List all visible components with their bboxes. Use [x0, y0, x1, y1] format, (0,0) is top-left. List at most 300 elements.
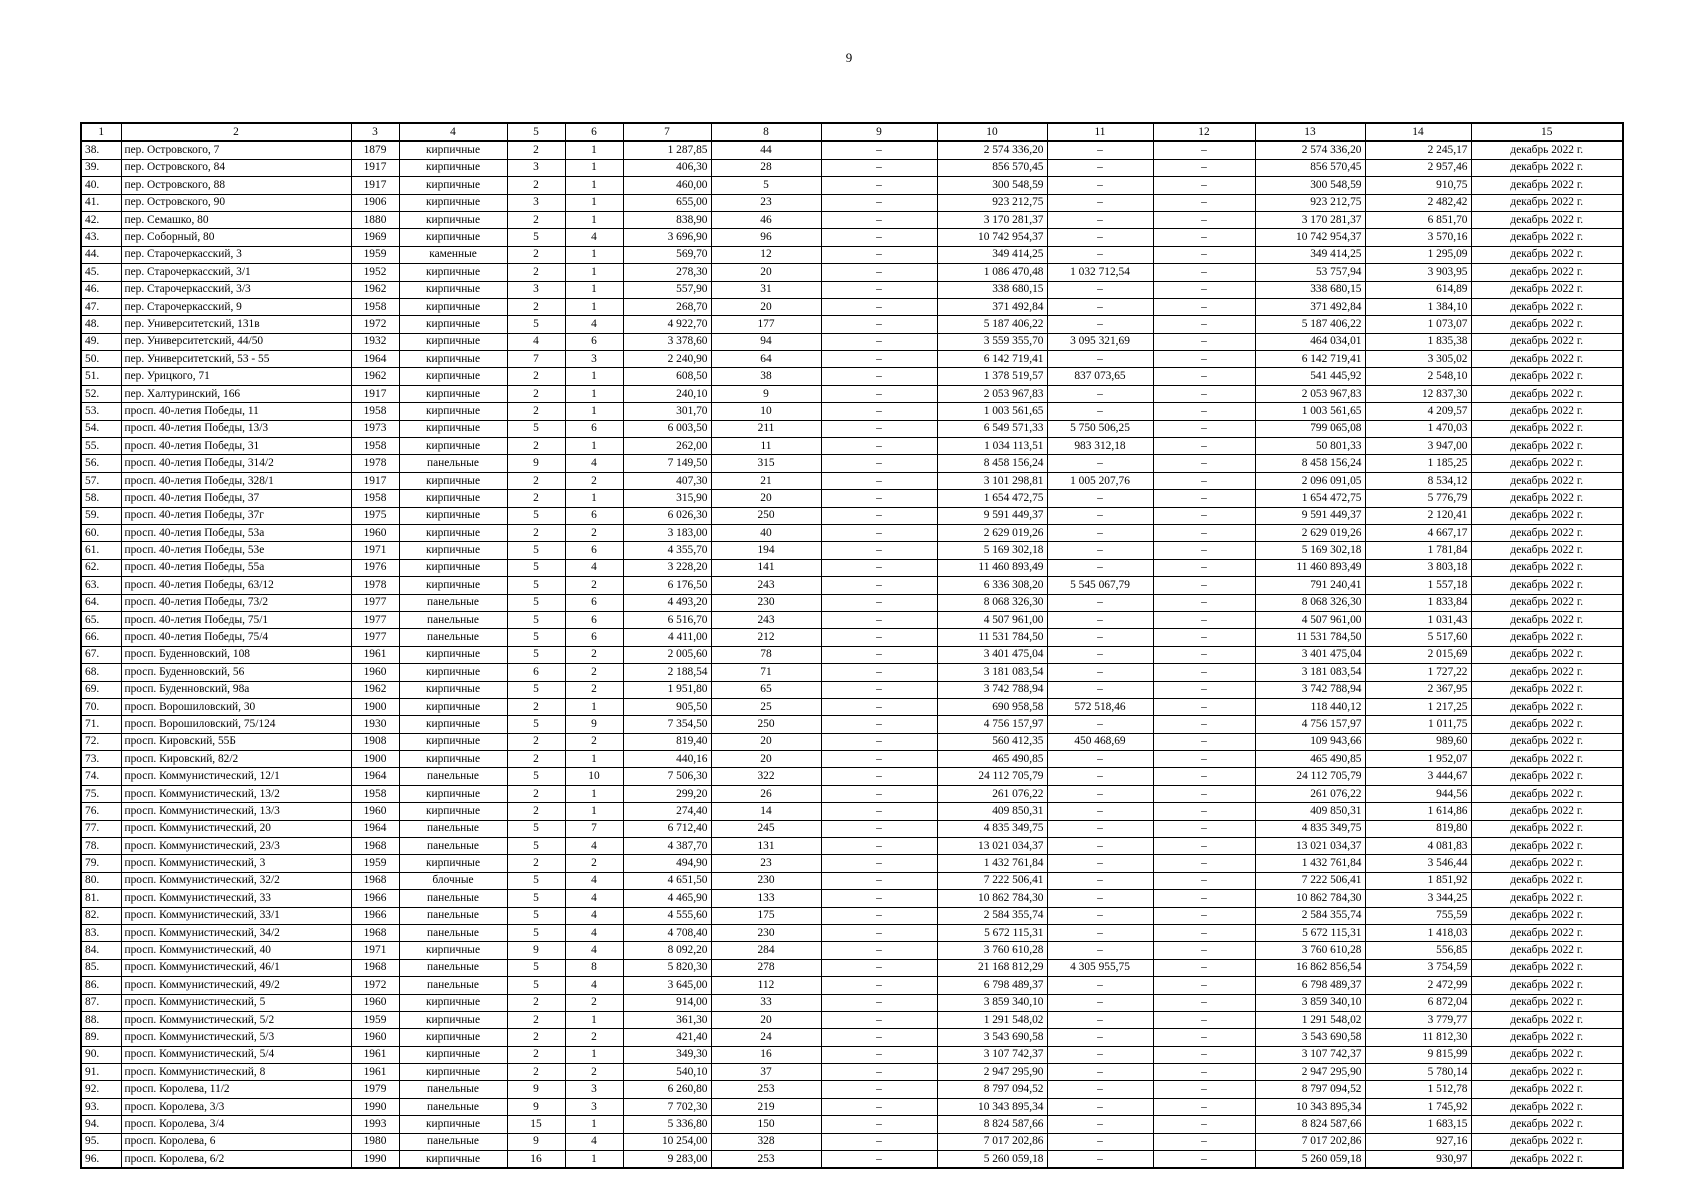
table-cell: 2 629 019,26	[1255, 524, 1365, 541]
table-cell: 40.	[81, 177, 121, 194]
table-cell: 274,40	[623, 803, 711, 820]
table-cell: декабрь 2022 г.	[1471, 611, 1623, 628]
table-cell: 4 835 349,75	[937, 820, 1047, 837]
table-cell: 2 367,95	[1365, 681, 1471, 698]
table-cell: 1917	[351, 159, 399, 176]
table-cell: 3 859 340,10	[1255, 994, 1365, 1011]
table-cell: пер. Семашко, 80	[121, 211, 351, 228]
table-cell: 5	[507, 229, 565, 246]
table-cell: –	[821, 751, 937, 768]
table-cell: 10 862 784,30	[937, 890, 1047, 907]
table-cell: кирпичные	[399, 1029, 507, 1046]
table-cell: просп. Коммунистический, 5/2	[121, 1011, 351, 1028]
table-row	[81, 333, 1623, 350]
table-cell: 62.	[81, 559, 121, 576]
table-cell: 64.	[81, 594, 121, 611]
page-number: 9	[845, 50, 853, 65]
table-cell: 9	[565, 716, 623, 733]
table-cell: декабрь 2022 г.	[1471, 838, 1623, 855]
table-cell: 655,00	[623, 194, 711, 211]
table-cell: –	[821, 194, 937, 211]
table-cell: 1975	[351, 507, 399, 524]
table-cell: –	[1047, 994, 1153, 1011]
table-cell: 5	[507, 820, 565, 837]
table-cell: –	[1153, 490, 1255, 507]
table-cell: –	[1047, 1151, 1153, 1169]
table-cell: –	[821, 316, 937, 333]
table-row	[81, 281, 1623, 298]
table-cell: 1977	[351, 611, 399, 628]
table-cell: 614,89	[1365, 281, 1471, 298]
table-cell: 1 287,85	[623, 141, 711, 159]
table-cell: кирпичные	[399, 507, 507, 524]
column-header: 8	[711, 123, 821, 141]
table-cell: панельные	[399, 820, 507, 837]
table-cell: –	[821, 211, 937, 228]
table-cell: кирпичные	[399, 177, 507, 194]
table-cell: 6 003,50	[623, 420, 711, 437]
table-cell: 1 432 761,84	[1255, 855, 1365, 872]
table-cell: 556,85	[1365, 942, 1471, 959]
table-cell: 837 073,65	[1047, 368, 1153, 385]
table-cell: 5	[507, 420, 565, 437]
table-cell: 13 021 034,37	[1255, 838, 1365, 855]
table-cell: пер. Старочеркасский, 9	[121, 298, 351, 315]
table-cell: просп. 40-летия Победы, 55а	[121, 559, 351, 576]
table-cell: 349,30	[623, 1046, 711, 1063]
table-cell: –	[1153, 438, 1255, 455]
table-cell: панельные	[399, 838, 507, 855]
table-cell: 2	[507, 385, 565, 402]
table-row	[81, 768, 1623, 785]
table-cell: 3 401 475,04	[1255, 646, 1365, 663]
table-cell: –	[1153, 751, 1255, 768]
table-cell: 927,16	[1365, 1133, 1471, 1150]
table-cell: панельные	[399, 924, 507, 941]
table-cell: 7 017 202,86	[937, 1133, 1047, 1150]
table-cell: –	[1153, 977, 1255, 994]
table-cell: 300 548,59	[1255, 177, 1365, 194]
table-cell: 6 549 571,33	[937, 420, 1047, 437]
table-cell: кирпичные	[399, 438, 507, 455]
table-cell: декабрь 2022 г.	[1471, 924, 1623, 941]
table-cell: 1 073,07	[1365, 316, 1471, 333]
table-cell: 5 545 067,79	[1047, 577, 1153, 594]
table-cell: –	[821, 385, 937, 402]
table-cell: 1906	[351, 194, 399, 211]
table-cell: –	[821, 907, 937, 924]
table-cell: 1	[565, 368, 623, 385]
table-cell: 299,20	[623, 785, 711, 802]
table-row	[81, 472, 1623, 489]
table-cell: 540,10	[623, 1064, 711, 1081]
table-cell: просп. 40-летия Победы, 13/3	[121, 420, 351, 437]
table-cell: –	[1153, 890, 1255, 907]
table-cell: 1961	[351, 1046, 399, 1063]
table-cell: 1959	[351, 855, 399, 872]
table-cell: 12	[711, 246, 821, 263]
table-cell: 9	[507, 455, 565, 472]
table-cell: –	[1047, 855, 1153, 872]
table-cell: 4 922,70	[623, 316, 711, 333]
table-cell: 3 859 340,10	[937, 994, 1047, 1011]
table-cell: 91.	[81, 1064, 121, 1081]
table-cell: 3 181 083,54	[937, 664, 1047, 681]
table-row	[81, 698, 1623, 715]
table-cell: 7 702,30	[623, 1098, 711, 1115]
table-cell: 262,00	[623, 438, 711, 455]
table-cell: 460,00	[623, 177, 711, 194]
table-cell: –	[1047, 838, 1153, 855]
table-cell: –	[821, 977, 937, 994]
table-cell: пер. Островского, 7	[121, 141, 351, 159]
table-cell: декабрь 2022 г.	[1471, 1133, 1623, 1150]
table-cell: 465 490,85	[937, 751, 1047, 768]
table-row	[81, 1098, 1623, 1115]
table-cell: 4 411,00	[623, 629, 711, 646]
table-cell: –	[1047, 872, 1153, 889]
table-cell: 245	[711, 820, 821, 837]
table-cell: 3	[565, 1098, 623, 1115]
table-cell: 21	[711, 472, 821, 489]
table-cell: 2 957,46	[1365, 159, 1471, 176]
table-cell: декабрь 2022 г.	[1471, 385, 1623, 402]
table-cell: –	[1047, 246, 1153, 263]
table-cell: 53.	[81, 403, 121, 420]
table-cell: 5 776,79	[1365, 490, 1471, 507]
table-cell: 2	[565, 681, 623, 698]
table-cell: просп. 40-летия Победы, 11	[121, 403, 351, 420]
table-cell: декабрь 2022 г.	[1471, 1116, 1623, 1133]
table-cell: блочные	[399, 872, 507, 889]
table-cell: 24 112 705,79	[937, 768, 1047, 785]
table-cell: 4	[507, 333, 565, 350]
table-cell: 1977	[351, 594, 399, 611]
table-cell: 1 291 548,02	[1255, 1011, 1365, 1028]
table-cell: –	[821, 820, 937, 837]
table-cell: –	[1047, 594, 1153, 611]
table-row	[81, 977, 1623, 994]
table-cell: 8 458 156,24	[937, 455, 1047, 472]
table-cell: просп. Буденновский, 108	[121, 646, 351, 663]
table-row	[81, 872, 1623, 889]
table-row	[81, 907, 1623, 924]
table-cell: –	[1153, 159, 1255, 176]
table-cell: 450 468,69	[1047, 733, 1153, 750]
table-cell: –	[1153, 994, 1255, 1011]
table-cell: кирпичные	[399, 577, 507, 594]
table-cell: –	[1047, 716, 1153, 733]
table-cell: просп. Коммунистический, 13/2	[121, 785, 351, 802]
table-cell: 4	[565, 942, 623, 959]
table-cell: 42.	[81, 211, 121, 228]
table-cell: –	[1153, 855, 1255, 872]
table-cell: 1978	[351, 577, 399, 594]
table-cell: 1958	[351, 403, 399, 420]
table-cell: 856 570,45	[937, 159, 1047, 176]
table-cell: панельные	[399, 629, 507, 646]
table-cell: –	[821, 507, 937, 524]
table-cell: 1961	[351, 1064, 399, 1081]
table-cell: –	[1047, 1064, 1153, 1081]
table-cell: 2	[507, 490, 565, 507]
table-cell: 12 837,30	[1365, 385, 1471, 402]
table-row	[81, 211, 1623, 228]
table-cell: 58.	[81, 490, 121, 507]
table-cell: 371 492,84	[1255, 298, 1365, 315]
table-cell: 3 760 610,28	[937, 942, 1047, 959]
table-cell: 8 824 587,66	[1255, 1116, 1365, 1133]
table-cell: кирпичные	[399, 1011, 507, 1028]
table-cell: 1 011,75	[1365, 716, 1471, 733]
table-cell: 1964	[351, 351, 399, 368]
table-cell: 250	[711, 716, 821, 733]
table-cell: 5 750 506,25	[1047, 420, 1153, 437]
table-cell: 2 584 355,74	[937, 907, 1047, 924]
table-row	[81, 420, 1623, 437]
table-cell: 7 149,50	[623, 455, 711, 472]
table-cell: –	[821, 403, 937, 420]
table-cell: –	[1047, 1011, 1153, 1028]
table-cell: 4 507 961,00	[937, 611, 1047, 628]
table-cell: 2	[507, 1029, 565, 1046]
table-cell: –	[1047, 977, 1153, 994]
table-cell: 4	[565, 977, 623, 994]
table-cell: 338 680,15	[937, 281, 1047, 298]
table-cell: 2	[565, 664, 623, 681]
table-cell: 96.	[81, 1151, 121, 1169]
table-cell: –	[1153, 351, 1255, 368]
table-cell: 1976	[351, 559, 399, 576]
table-cell: кирпичные	[399, 368, 507, 385]
table-cell: 1958	[351, 438, 399, 455]
table-cell: –	[1047, 890, 1153, 907]
table-cell: 1972	[351, 316, 399, 333]
table-cell: 2	[565, 1064, 623, 1081]
table-cell: –	[1047, 403, 1153, 420]
table-cell: –	[1047, 1029, 1153, 1046]
table-cell: 1	[565, 385, 623, 402]
table-row	[81, 1029, 1623, 1046]
table-cell: 9	[507, 1098, 565, 1115]
table-cell: 4 756 157,97	[937, 716, 1047, 733]
table-cell: 1 512,78	[1365, 1081, 1471, 1098]
table-cell: –	[821, 577, 937, 594]
table-cell: –	[821, 368, 937, 385]
table-cell: 1969	[351, 229, 399, 246]
table-cell: 261 076,22	[1255, 785, 1365, 802]
table-row	[81, 924, 1623, 941]
table-cell: 118 440,12	[1255, 698, 1365, 715]
column-header: 3	[351, 123, 399, 141]
table-cell: 10	[711, 403, 821, 420]
table-cell: 1879	[351, 141, 399, 159]
table-cell: 175	[711, 907, 821, 924]
table-cell: просп. Ворошиловский, 75/124	[121, 716, 351, 733]
table-cell: –	[1153, 1029, 1255, 1046]
table-cell: 16 862 856,54	[1255, 959, 1365, 976]
table-cell: –	[1153, 1046, 1255, 1063]
table-cell: –	[821, 872, 937, 889]
table-cell: –	[821, 141, 937, 159]
table-cell: каменные	[399, 246, 507, 263]
table-cell: –	[1047, 177, 1153, 194]
table-cell: –	[1047, 455, 1153, 472]
table-cell: кирпичные	[399, 1151, 507, 1169]
column-header: 5	[507, 123, 565, 141]
table-cell: 53 757,94	[1255, 264, 1365, 281]
table-cell: –	[1153, 698, 1255, 715]
table-cell: 1	[565, 785, 623, 802]
table-cell: 7 506,30	[623, 768, 711, 785]
table-cell: 25	[711, 698, 821, 715]
table-row	[81, 542, 1623, 559]
table-cell: 72.	[81, 733, 121, 750]
table-cell: 1	[565, 403, 623, 420]
table-cell: 45.	[81, 264, 121, 281]
table-cell: 2 548,10	[1365, 368, 1471, 385]
table-cell: –	[821, 890, 937, 907]
table-cell: 50 801,33	[1255, 438, 1365, 455]
table-row	[81, 159, 1623, 176]
table-cell: 930,97	[1365, 1151, 1471, 1169]
table-cell: декабрь 2022 г.	[1471, 855, 1623, 872]
table-cell: декабрь 2022 г.	[1471, 455, 1623, 472]
table-cell: 1880	[351, 211, 399, 228]
table-cell: 910,75	[1365, 177, 1471, 194]
table-cell: декабрь 2022 г.	[1471, 246, 1623, 263]
table-cell: –	[1047, 611, 1153, 628]
table-cell: –	[1153, 211, 1255, 228]
table-cell: пер. Халтуринский, 166	[121, 385, 351, 402]
table-cell: 10 742 954,37	[937, 229, 1047, 246]
table-cell: 133	[711, 890, 821, 907]
table-cell: 1 295,09	[1365, 246, 1471, 263]
table-cell: 407,30	[623, 472, 711, 489]
table-cell: панельные	[399, 594, 507, 611]
table-cell: 371 492,84	[937, 298, 1047, 315]
table-cell: 3 947,00	[1365, 438, 1471, 455]
table-cell: –	[821, 698, 937, 715]
table-cell: декабрь 2022 г.	[1471, 1151, 1623, 1169]
table-cell: 4 667,17	[1365, 524, 1471, 541]
table-cell: –	[1153, 559, 1255, 576]
table-cell: –	[821, 611, 937, 628]
table-cell: 5 780,14	[1365, 1064, 1471, 1081]
table-cell: 6 260,80	[623, 1081, 711, 1098]
table-cell: 5	[507, 907, 565, 924]
table-cell: 14	[711, 803, 821, 820]
table-cell: –	[1047, 942, 1153, 959]
table-cell: декабрь 2022 г.	[1471, 281, 1623, 298]
table-cell: просп. Ворошиловский, 30	[121, 698, 351, 715]
table-row	[81, 351, 1623, 368]
table-cell: декабрь 2022 г.	[1471, 577, 1623, 594]
table-cell: 2 120,41	[1365, 507, 1471, 524]
table-row	[81, 1151, 1623, 1169]
table-cell: 5	[507, 577, 565, 594]
table-cell: 243	[711, 611, 821, 628]
table-cell: 2 574 336,20	[1255, 141, 1365, 159]
table-cell: 2 947 295,90	[1255, 1064, 1365, 1081]
table-cell: кирпичные	[399, 664, 507, 681]
table-cell: кирпичные	[399, 351, 507, 368]
table-cell: 230	[711, 924, 821, 941]
table-cell: 1 217,25	[1365, 698, 1471, 715]
table-cell: 1930	[351, 716, 399, 733]
table-cell: 177	[711, 316, 821, 333]
table-cell: 1	[565, 159, 623, 176]
table-cell: панельные	[399, 959, 507, 976]
table-cell: 791 240,41	[1255, 577, 1365, 594]
table-cell: 37	[711, 1064, 821, 1081]
table-cell: 1971	[351, 542, 399, 559]
table-cell: –	[821, 298, 937, 315]
table-cell: 5 169 302,18	[937, 542, 1047, 559]
table-cell: 2	[565, 577, 623, 594]
table-cell: –	[821, 594, 937, 611]
table-cell: 1 031,43	[1365, 611, 1471, 628]
table-row	[81, 1116, 1623, 1133]
table-cell: 799 065,08	[1255, 420, 1365, 437]
table-cell: –	[1047, 559, 1153, 576]
table-cell: 1 384,10	[1365, 298, 1471, 315]
table-cell: –	[821, 1081, 937, 1098]
table-cell: панельные	[399, 768, 507, 785]
table-cell: декабрь 2022 г.	[1471, 159, 1623, 176]
table-cell: просп. Коммунистический, 49/2	[121, 977, 351, 994]
table-row	[81, 994, 1623, 1011]
table-cell: 6	[565, 629, 623, 646]
table-cell: декабрь 2022 г.	[1471, 768, 1623, 785]
table-cell: 55.	[81, 438, 121, 455]
table-cell: просп. 40-летия Победы, 37г	[121, 507, 351, 524]
table-cell: –	[821, 838, 937, 855]
table-cell: –	[821, 559, 937, 576]
table-row	[81, 803, 1623, 820]
table-cell: 9 815,99	[1365, 1046, 1471, 1063]
table-cell: просп. 40-летия Победы, 328/1	[121, 472, 351, 489]
table-cell: 1 951,80	[623, 681, 711, 698]
table-cell: кирпичные	[399, 785, 507, 802]
table-cell: 3 107 742,37	[937, 1046, 1047, 1063]
table-cell: –	[1047, 229, 1153, 246]
table-cell: 95.	[81, 1133, 121, 1150]
table-cell: 46.	[81, 281, 121, 298]
table-cell: 2	[507, 298, 565, 315]
table-cell: 4 305 955,75	[1047, 959, 1153, 976]
column-header: 4	[399, 123, 507, 141]
table-cell: 15	[507, 1116, 565, 1133]
table-cell: 5	[507, 611, 565, 628]
table-cell: 23	[711, 855, 821, 872]
table-cell: 1979	[351, 1081, 399, 1098]
table-cell: –	[1047, 924, 1153, 941]
table-cell: 253	[711, 1081, 821, 1098]
table-cell: 2 240,90	[623, 351, 711, 368]
table-cell: –	[1153, 646, 1255, 663]
table-cell: декабрь 2022 г.	[1471, 907, 1623, 924]
table-cell: –	[1047, 907, 1153, 924]
table-cell: 83.	[81, 924, 121, 941]
table-cell: 4	[565, 316, 623, 333]
table-cell: 38.	[81, 141, 121, 159]
table-cell: кирпичные	[399, 646, 507, 663]
table-cell: –	[821, 994, 937, 1011]
table-cell: пер. Островского, 84	[121, 159, 351, 176]
table-cell: 47.	[81, 298, 121, 315]
table-cell: 87.	[81, 994, 121, 1011]
